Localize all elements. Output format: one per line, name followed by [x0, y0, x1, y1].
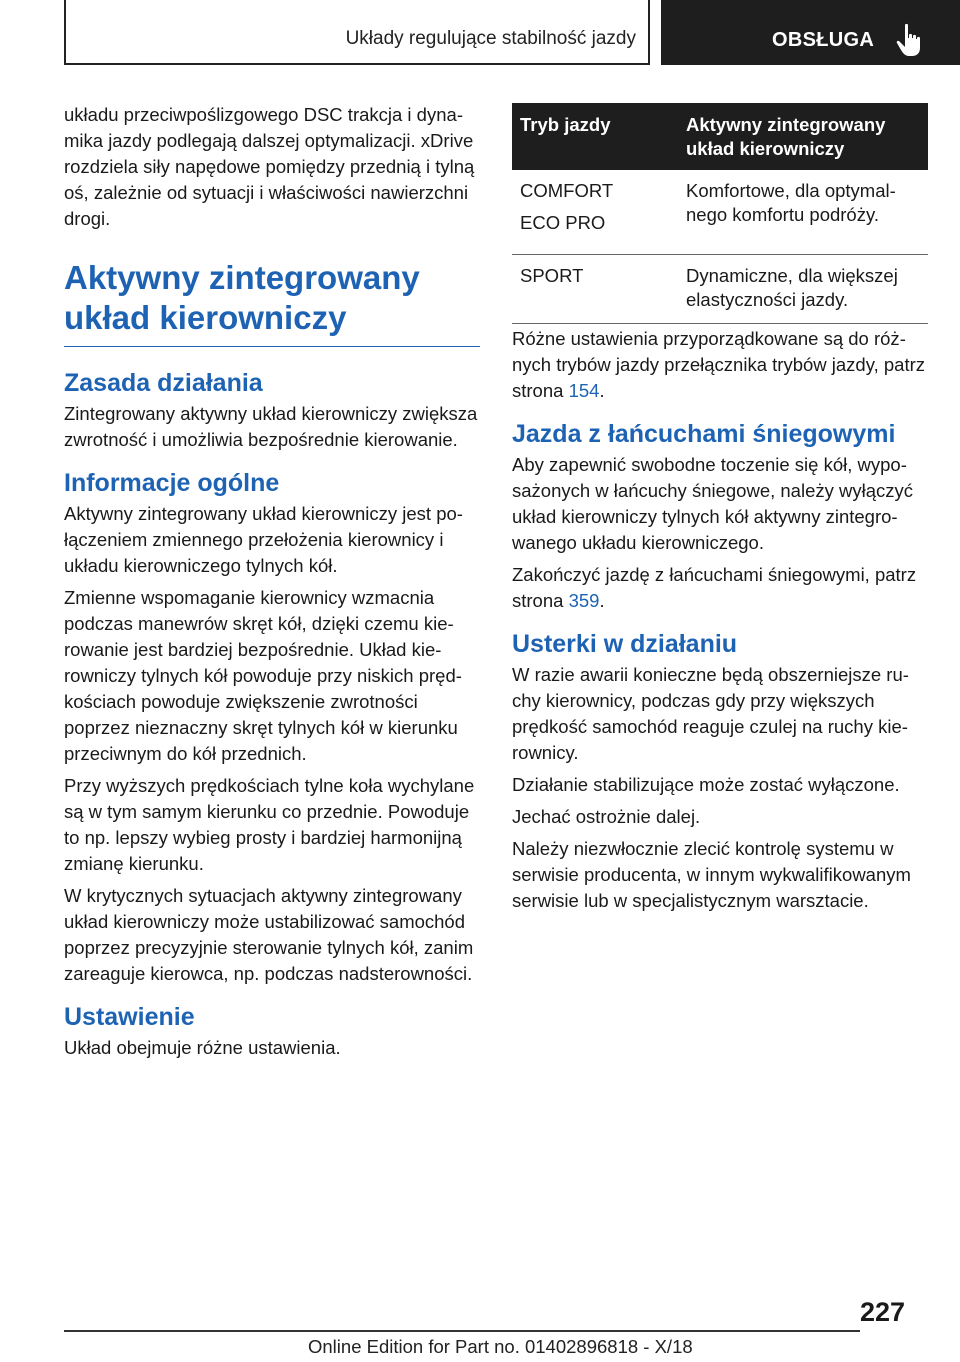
heading-malfunctions: Usterki w działaniu — [512, 630, 738, 658]
paragraph: Jechać ostrożnie dalej. — [512, 806, 701, 827]
paragraph-text: Różne ustawienia przyporządkowane są do różnych trybów jazdy przełącznika trybów jazdy, patrz strona — [512, 328, 925, 401]
section-title: Układy regulujące stabilność jazdy — [345, 28, 636, 49]
paragraph: Aktywny zintegrowany układ kierowniczy jest połączeniem zmiennego przełożenia kierownicy i układu kierowniczego tylnych kół. — [64, 503, 463, 576]
chapter-tab[interactable] — [661, 0, 960, 65]
table-row — [512, 170, 928, 255]
intro-paragraph: układu przeciwpoślizgowego DSC trakcja i dynamika jazdy podlegają dalszej optymalizacji. xDrive rozdziela siły napędowe pomiędzy przednią i tylną oś, zależnie od sytuacji i właściwości nawierzchni drogi. — [64, 104, 475, 229]
page-number: 227 — [860, 1297, 906, 1327]
punctuation: . — [599, 590, 605, 611]
left-column — [64, 102, 480, 1067]
header-bottom-border — [64, 63, 650, 65]
paragraph: Układ obejmuje różne ustawienia. — [64, 1037, 341, 1058]
mode-name: SPORT — [520, 265, 584, 286]
paragraph: Należy niezwłocznie zlecić kontrolę systemu w serwisie producenta, w innym wykwalifikowanym serwisie lub w specjalistycznym warsztacie. — [512, 838, 911, 911]
chapter-tab-label: OBSŁUGA — [772, 29, 875, 51]
table-row — [512, 255, 928, 324]
paragraph: W razie awarii konieczne będą obszerniejsze ruchy kierownicy, podczas gdy przy większych prędkość samochód reaguje czulej na ruchy kierownicy. — [512, 664, 909, 763]
column-header-steering: Aktywny zintegrowany układ kierowniczy — [678, 103, 928, 170]
edition-text: Online Edition for Part no. 01402896818 - X/18 — [308, 1336, 693, 1357]
punctuation: . — [599, 380, 605, 401]
right-column — [512, 326, 928, 920]
paragraph-text: Zakończyć jazdę z łańcuchami śniegowymi, patrz strona — [512, 564, 917, 611]
mode-description: Dynamiczne, dla większej elastyczności jazdy. — [678, 255, 928, 324]
paragraph — [512, 326, 928, 404]
page-link-359[interactable]: 359 — [568, 590, 600, 611]
heading-snow-chains: Jazda z łańcuchami śniegowymi — [512, 420, 896, 448]
paragraph: Przy wyższych prędkościach tylne koła wychylane są w tym samym kierunku co przednie. Powoduje to np. lepszy wybieg prosty i bardziej harmonijną zmianę kierunku. — [64, 775, 475, 874]
footer-divider — [64, 1330, 860, 1332]
table-header-row — [512, 103, 928, 170]
driving-mode-table — [512, 103, 928, 324]
paragraph: Aby zapewnić swobodne toczenie się kół, wyposażonych w łańcuchy śniegowe, należy wyłączyć układ kierowniczy tylnych kół aktywny zintegrowanego układu kierowniczego. — [512, 454, 914, 553]
chapter-heading: Aktywny zintegrowany układ kierowniczy — [64, 258, 480, 347]
header-divider — [648, 0, 650, 64]
paragraph: Działanie stabilizujące może zostać wyłączone. — [512, 774, 900, 795]
column-header-mode: Tryb jazdy — [512, 103, 678, 170]
heading-general-info: Informacje ogólne — [64, 469, 280, 497]
heading-settings: Ustawienie — [64, 1003, 195, 1031]
paragraph — [512, 562, 928, 614]
mode-name: COMFORT — [520, 180, 614, 201]
paragraph: Zmienne wspomaganie kierownicy wzmacnia podczas manewrów skręt kół, dzięki czemu kierowanie jest bardziej bezpośrednie. Układ kierowniczy tylnych kół powoduje przy niskich prędkościach powoduje zwiększenie zwrotności poprzez nieznaczny skręt tylnych kół w kierunku przeciwnym do kół przednich. — [64, 587, 462, 764]
mode-cell — [512, 255, 678, 324]
mode-name: ECO PRO — [520, 212, 606, 233]
heading-principle: Zasada działania — [64, 369, 263, 397]
mode-description: Komfortowe, dla optymalnego komfortu podróży. — [678, 170, 928, 255]
pointing-hand-icon — [896, 22, 926, 58]
paragraph: Zintegrowany aktywny układ kierowniczy zwiększa zwrotność i umożliwia bezpośrednie kierowanie. — [64, 403, 478, 450]
page-link-154[interactable]: 154 — [568, 380, 600, 401]
paragraph: W krytycznych sytuacjach aktywny zintegrowany układ kierowniczy może ustabilizować samochód poprzez precyzyjnie sterowanie tylnych kół, zanim zareaguje kierowca, np. podczas nadsterowności. — [64, 885, 474, 984]
mode-cell — [512, 170, 678, 255]
